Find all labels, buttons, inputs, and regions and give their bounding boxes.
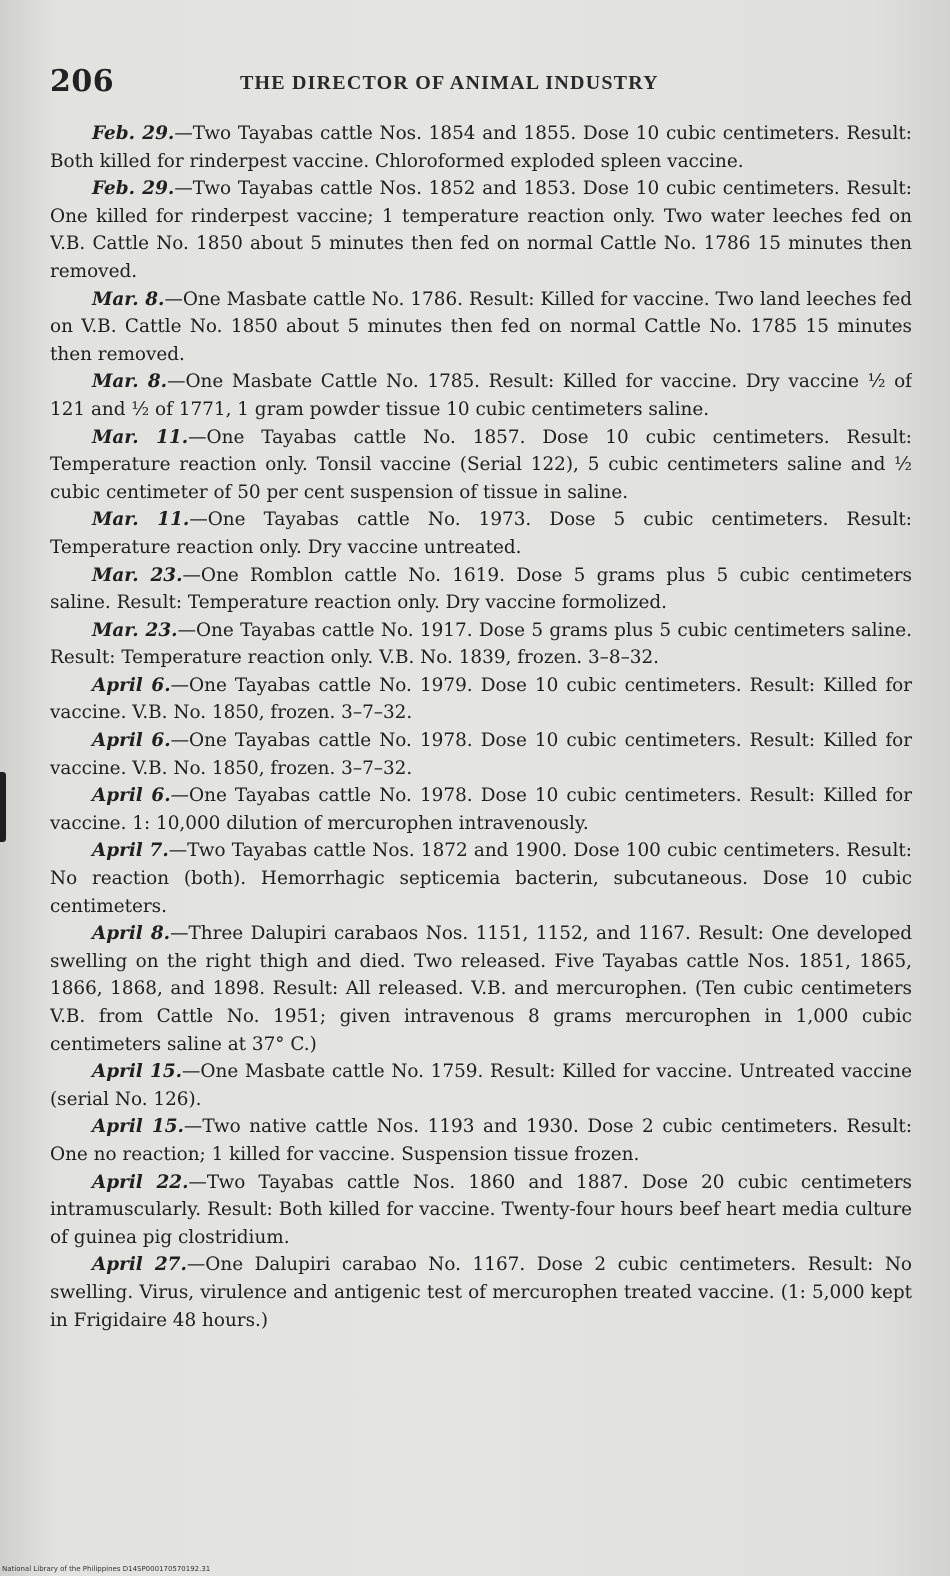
entry-16 xyxy=(50,1169,912,1252)
entry-3 xyxy=(50,286,912,369)
running-head: THE DIRECTOR OF ANIMAL INDUSTRY xyxy=(240,72,659,94)
entry-4 xyxy=(50,368,912,423)
scan-source-caption: National Library of the Philippines D14SP000170570192.31 xyxy=(2,1565,211,1573)
entry-date: Feb. 29. xyxy=(92,123,175,144)
entry-date: April 7. xyxy=(92,840,169,862)
entry-text: —One Tayabas cattle No. 1978. Dose 10 cubic centimeters. Result: Killed for vaccine. 1: 10,000 dilution of mercurophen intravenously. xyxy=(50,785,912,834)
entry-12 xyxy=(50,837,912,920)
entry-date: Mar. 23. xyxy=(92,564,183,586)
page-body xyxy=(50,120,912,1560)
entry-date: April 22. xyxy=(92,1171,189,1193)
entry-text: —One Tayabas cattle No. 1978. Dose 10 cubic centimeters. Result: Killed for vaccine. V.B. No. 1850, frozen. 3–7–32. xyxy=(50,730,912,779)
entry-date: April 6. xyxy=(92,674,171,696)
entry-text: —One Romblon cattle No. 1619. Dose 5 grams plus 5 cubic centimeters saline. Result: Temperature reaction only. Dry vaccine formolized. xyxy=(50,564,912,614)
entry-7 xyxy=(50,562,912,617)
entry-date: Mar. 8. xyxy=(92,288,165,310)
entry-date: Mar. 23. xyxy=(92,619,178,641)
entry-date: Mar. 11. xyxy=(92,509,190,531)
entry-text: —One Masbate Cattle No. 1785. Result: Killed for vaccine. Dry vaccine ½ of 121 and ½ of 1771, 1 gram powder tissue 10 cubic centimeters saline. xyxy=(50,371,912,420)
entry-date: April 27. xyxy=(92,1254,187,1276)
entry-9 xyxy=(50,672,912,727)
entry-15 xyxy=(50,1113,912,1168)
entry-5 xyxy=(50,424,912,507)
entry-date: Mar. 11. xyxy=(92,426,189,448)
entry-text: —Two Tayabas cattle Nos. 1872 and 1900. Dose 100 cubic centimeters. Result: No reaction (both). Hemorrhagic septicemia bacterin, subcutaneous. Dose 10 cubic centimeters. xyxy=(50,840,912,917)
entry-text: —One Tayabas cattle No. 1979. Dose 10 cubic centimeters. Result: Killed for vaccine. V.B. No. 1850, frozen. 3–7–32. xyxy=(50,674,912,724)
entry-date: April 8. xyxy=(92,923,171,945)
entry-text: —One Masbate cattle No. 1786. Result: Killed for vaccine. Two land leeches fed on V.B. Cattle No. 1850 about 5 minutes then fed on normal Cattle No. 1785 15 minutes then removed. xyxy=(50,288,912,365)
entry-text: —One Tayabas cattle No. 1857. Dose 10 cubic centimeters. Result: Temperature reaction only. Tonsil vaccine (Serial 122), 5 cubic centimeters saline and ½ cubic centimeter of 50 per cent suspension of tissue in saline. xyxy=(50,426,912,503)
entry-6 xyxy=(50,506,912,561)
page-header xyxy=(50,64,912,104)
entry-10 xyxy=(50,727,912,782)
entry-date: Mar. 8. xyxy=(92,371,168,393)
entry-text: —Two Tayabas cattle Nos. 1852 and 1853. Dose 10 cubic centimeters. Result: One killed for rinderpest vaccine; 1 temperature reaction only. Two water leeches fed on V.B. Cattle No. 1850 about 5 minutes then fed on normal Cattle No. 1786 15 minutes then removed. xyxy=(50,178,912,282)
entry-8 xyxy=(50,617,912,672)
entry-text: —One Masbate cattle No. 1759. Result: Killed for vaccine. Untreated vaccine (serial No. 126). xyxy=(50,1061,912,1110)
entry-1 xyxy=(50,120,912,175)
page-number: 206 xyxy=(50,64,115,99)
entry-text: —Two Tayabas cattle Nos. 1860 and 1887. Dose 20 cubic centimeters intramuscularly. Result: Both killed for vaccine. Twenty-four hours beef heart media culture of guinea pig clostridium. xyxy=(50,1171,912,1248)
entry-text: —One Dalupiri carabao No. 1167. Dose 2 cubic centimeters. Result: No swelling. Virus, virulence and antigenic test of mercurophen treated vaccine. (1: 5,000 kept in Frigidaire 48 hours.) xyxy=(50,1254,912,1331)
entry-date: Feb. 29. xyxy=(92,178,175,200)
entry-11 xyxy=(50,782,912,837)
entry-text: —Two Tayabas cattle Nos. 1854 and 1855. Dose 10 cubic centimeters. Result: Both killed for rinderpest vaccine. Chloroformed exploded spleen vaccine. xyxy=(50,123,912,172)
entry-date: April 6. xyxy=(92,730,171,752)
entry-2 xyxy=(50,175,912,285)
scan-edge-mark xyxy=(0,772,6,842)
entry-date: April 15. xyxy=(92,1061,183,1083)
entry-date: April 15. xyxy=(92,1116,184,1138)
entry-text: —One Tayabas cattle No. 1973. Dose 5 cubic centimeters. Result: Temperature reaction only. Dry vaccine untreated. xyxy=(50,509,912,558)
entry-14 xyxy=(50,1058,912,1113)
entry-17 xyxy=(50,1251,912,1334)
entry-text: —Two native cattle Nos. 1193 and 1930. Dose 2 cubic centimeters. Result: One no reaction; 1 killed for vaccine. Suspension tissue frozen. xyxy=(50,1116,912,1165)
entry-date: April 6. xyxy=(92,785,171,807)
entry-13 xyxy=(50,920,912,1058)
entry-text: —Three Dalupiri carabaos Nos. 1151, 1152, and 1167. Result: One developed swelling on the right thigh and died. Two released. Five Tayabas cattle Nos. 1851, 1865, 1866, 1868, and 1898. Result: All released. V.B. and mercurophen. (Ten cubic centimeters V.B. from Cattle No. 1951; given intravenous 8 grams mercurophen in 1,000 cubic centimeters saline at 37° C.) xyxy=(50,923,912,1055)
entry-text: —One Tayabas cattle No. 1917. Dose 5 grams plus 5 cubic centimeters saline. Result: Temperature reaction only. V.B. No. 1839, frozen. 3–8–32. xyxy=(50,619,912,669)
